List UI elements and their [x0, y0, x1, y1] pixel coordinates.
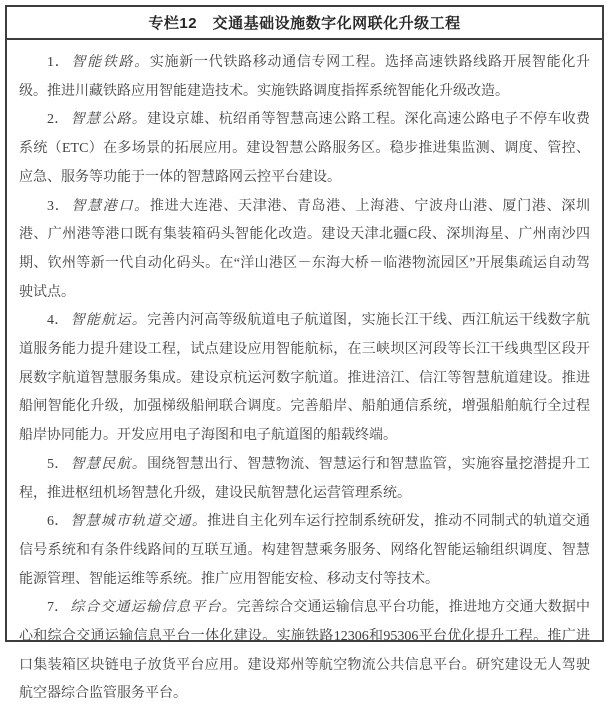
item-number: 6． — [47, 514, 69, 530]
item-text: 完善综合交通运输信息平台功能，推进地方交通大数据中心和综合交通运输信息平台一体化建设。实施铁路12306和95306平台优化提升工程。推广进口集装箱区块链电子放货平台应用。建设郑州等航空物流公共信息平台。研究建设无人驾驶航空器综合监管服务平台。 — [19, 600, 591, 702]
paragraph-smart-shipping — [19, 307, 590, 451]
item-lead: 智慧公路。 — [70, 112, 148, 128]
column-body — [7, 40, 602, 709]
item-text: 建设京雄、杭绍甬等智慧高速公路工程。深化高速公路电子不停车收费系统（ETC）在多场景的拓展应用。建设智慧公路服务区。稳步推进集监测、调度、管控、应急、服务等功能于一体的智慧路网云控平台建设。 — [19, 112, 591, 185]
item-text: 实施新一代铁路移动通信专网工程。选择高速铁路线路开展智能化升级。推进川藏铁路应用智能建造技术。实施铁路调度指挥系统智能化升级改造。 — [19, 55, 591, 99]
paragraph-smart-urban-rail — [19, 508, 590, 594]
paragraph-transport-info-platform — [19, 594, 590, 709]
paragraph-smart-civil-aviation — [19, 451, 590, 508]
column-title: 专栏12 交通基础设施数字化网联化升级工程 — [148, 15, 461, 32]
item-number: 7． — [47, 600, 69, 616]
item-number: 4． — [47, 313, 69, 329]
paragraph-smart-port — [19, 193, 590, 308]
item-number: 3． — [47, 198, 70, 214]
item-text: 推进自主化列车运行控制系统研发，推动不同制式的轨道交通信号系统和有条件线路间的互联互通。构建智慧乘务服务、网络化智能运输组织调度、智慧能源管理、智能运维等系统。推广应用智能安检、移动支付等技术。 — [19, 514, 591, 587]
item-lead: 智慧城市轨道交通。 — [70, 514, 208, 530]
paragraph-smart-highway — [19, 106, 590, 192]
item-text: 完善内河高等级航道电子航道图，实施长江干线、西江航运干线数字航道服务能力提升建设工程，试点建设应用智能航标，在三峡坝区河段等长江干线典型区段开展数字航道智慧服务集成。建设京杭运河数字航道。推进涪江、信江等智慧航道建设。推进船闸智能化升级，加强梯级船闸联合调度。完善船岸、船舶通信系统，增强船舶航行全过程船岸协同能力。开发应用电子海图和电子航道图的船载终端。 — [19, 313, 591, 444]
item-lead: 智慧民航。 — [70, 456, 148, 472]
item-number: 1． — [47, 55, 70, 70]
item-text: 围绕智慧出行、智慧物流、智慧运行和智慧监管，实施容量挖潜提升工程，推进枢纽机场智慧化升级，建设民航智慧化运营管理系统。 — [19, 456, 591, 501]
item-lead: 综合交通运输信息平台。 — [70, 600, 237, 616]
item-text: 推进大连港、天津港、青岛港、上海港、宁波舟山港、厦门港、深圳港、广州港等港口既有集装箱码头智能化改造。建设天津北疆C段、深圳海星、广州南沙四期、钦州等新一代自动化码头。在“洋山港区－东海大桥－临港物流园区”开展集疏运自动驾驶试点。 — [19, 198, 591, 300]
item-number: 2． — [47, 112, 69, 128]
item-lead: 智慧港口。 — [71, 198, 150, 214]
item-lead: 智能铁路。 — [71, 55, 150, 70]
column-box — [5, 5, 604, 702]
item-lead: 智能航运。 — [70, 313, 148, 329]
column-title-row — [7, 7, 602, 40]
paragraph-smart-railway — [19, 49, 590, 106]
item-number: 5． — [47, 456, 69, 472]
